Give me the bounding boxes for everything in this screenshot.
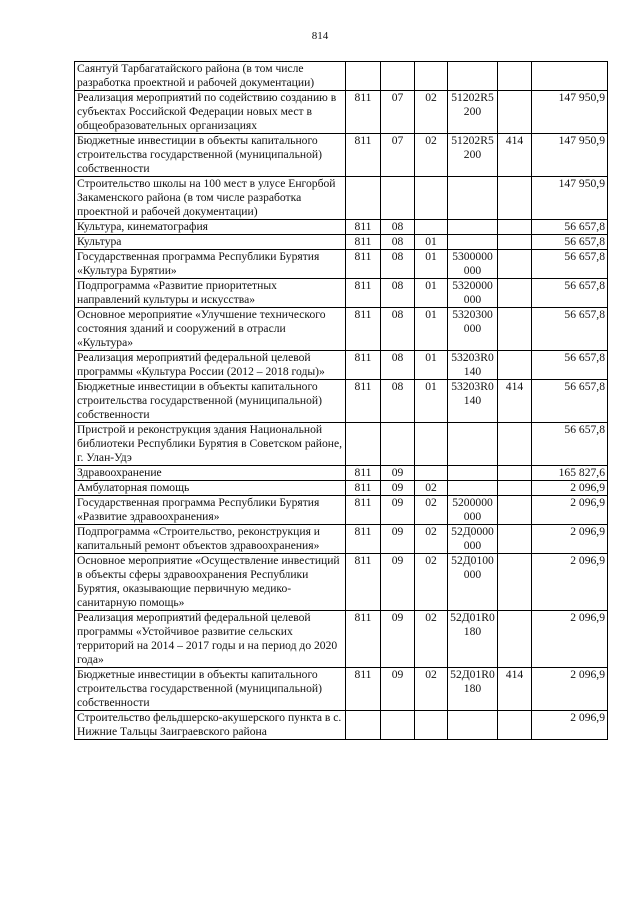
budget-table xyxy=(74,61,608,740)
row-section-code-cell xyxy=(381,177,415,220)
row-expense-type-cell xyxy=(498,466,532,481)
row-target-article-cell: 52Д01R0 180 xyxy=(448,611,498,668)
row-subsection-code-cell: 01 xyxy=(415,235,448,250)
row-expense-type-cell xyxy=(498,177,532,220)
row-expense-type-cell xyxy=(498,351,532,380)
row-ministry-code-cell: 811 xyxy=(346,496,381,525)
row-name-cell: Здравоохранение xyxy=(75,466,346,481)
row-section-code-cell: 08 xyxy=(381,308,415,351)
row-expense-type-cell xyxy=(498,423,532,466)
row-section-code-cell: 08 xyxy=(381,351,415,380)
row-expense-type-cell xyxy=(498,62,532,91)
table-row xyxy=(75,308,608,351)
row-name-cell: Строительство фельдшерско-акушерского пункта в с. Нижние Тальцы Заиграевского района xyxy=(75,711,346,740)
row-name-cell: Основное мероприятие «Улучшение технического состояния зданий и сооружений в отрасли «Культура» xyxy=(75,308,346,351)
row-section-code-cell xyxy=(381,423,415,466)
table-row xyxy=(75,611,608,668)
table-row xyxy=(75,496,608,525)
row-name-cell: Реализация мероприятий федеральной целевой программы «Культура России (2012 – 2018 годы)» xyxy=(75,351,346,380)
row-ministry-code-cell: 811 xyxy=(346,525,381,554)
row-name-cell: Бюджетные инвестиции в объекты капитального строительства государственной (муниципальной) собственности xyxy=(75,380,346,423)
row-subsection-code-cell: 02 xyxy=(415,134,448,177)
row-section-code-cell: 09 xyxy=(381,525,415,554)
row-target-article-cell: 52Д01R0 180 xyxy=(448,668,498,711)
row-target-article-cell xyxy=(448,466,498,481)
row-target-article-cell: 53203R0 140 xyxy=(448,351,498,380)
row-target-article-cell xyxy=(448,711,498,740)
table-row xyxy=(75,525,608,554)
table-row xyxy=(75,235,608,250)
row-subsection-code-cell: 02 xyxy=(415,91,448,134)
row-section-code-cell: 09 xyxy=(381,466,415,481)
row-section-code-cell: 08 xyxy=(381,235,415,250)
row-name-cell: Амбулаторная помощь xyxy=(75,481,346,496)
table-row xyxy=(75,91,608,134)
row-amount-cell: 56 657,8 xyxy=(532,423,608,466)
row-expense-type-cell: 414 xyxy=(498,134,532,177)
row-ministry-code-cell xyxy=(346,711,381,740)
row-expense-type-cell: 414 xyxy=(498,668,532,711)
row-expense-type-cell xyxy=(498,481,532,496)
row-target-article-cell: 53203R0 140 xyxy=(448,380,498,423)
row-subsection-code-cell: 02 xyxy=(415,668,448,711)
table-row xyxy=(75,711,608,740)
row-target-article-cell: 52Д0100 000 xyxy=(448,554,498,611)
row-amount-cell: 2 096,9 xyxy=(532,554,608,611)
row-ministry-code-cell: 811 xyxy=(346,466,381,481)
row-expense-type-cell xyxy=(498,525,532,554)
row-ministry-code-cell: 811 xyxy=(346,220,381,235)
row-expense-type-cell xyxy=(498,220,532,235)
table-row xyxy=(75,423,608,466)
row-section-code-cell: 09 xyxy=(381,554,415,611)
row-amount-cell: 2 096,9 xyxy=(532,711,608,740)
row-target-article-cell xyxy=(448,177,498,220)
row-amount-cell: 56 657,8 xyxy=(532,279,608,308)
row-target-article-cell: 51202R5 200 xyxy=(448,91,498,134)
row-expense-type-cell xyxy=(498,279,532,308)
row-amount-cell: 56 657,8 xyxy=(532,308,608,351)
budget-table-body xyxy=(75,62,608,740)
row-target-article-cell xyxy=(448,220,498,235)
row-amount-cell: 2 096,9 xyxy=(532,481,608,496)
row-target-article-cell xyxy=(448,481,498,496)
row-subsection-code-cell: 02 xyxy=(415,496,448,525)
row-target-article-cell: 5300000 000 xyxy=(448,250,498,279)
table-row xyxy=(75,134,608,177)
row-ministry-code-cell: 811 xyxy=(346,91,381,134)
row-name-cell: Реализация мероприятий федеральной целевой программы «Устойчивое развитие сельских территорий на 2014 – 2017 годы и на период до 2020 года» xyxy=(75,611,346,668)
row-ministry-code-cell: 811 xyxy=(346,380,381,423)
row-amount-cell: 56 657,8 xyxy=(532,351,608,380)
row-ministry-code-cell xyxy=(346,423,381,466)
row-section-code-cell: 09 xyxy=(381,481,415,496)
row-subsection-code-cell xyxy=(415,62,448,91)
row-subsection-code-cell: 02 xyxy=(415,525,448,554)
row-ministry-code-cell: 811 xyxy=(346,668,381,711)
row-subsection-code-cell: 02 xyxy=(415,611,448,668)
table-row xyxy=(75,466,608,481)
row-name-cell: Строительство школы на 100 мест в улусе Енгорбой Закаменского района (в том числе разработка проектной и рабочей документации) xyxy=(75,177,346,220)
table-row xyxy=(75,380,608,423)
row-subsection-code-cell xyxy=(415,466,448,481)
row-section-code-cell xyxy=(381,711,415,740)
row-target-article-cell: 52Д0000 000 xyxy=(448,525,498,554)
row-expense-type-cell xyxy=(498,250,532,279)
row-amount-cell: 56 657,8 xyxy=(532,380,608,423)
row-subsection-code-cell: 01 xyxy=(415,380,448,423)
row-ministry-code-cell: 811 xyxy=(346,554,381,611)
row-expense-type-cell xyxy=(498,496,532,525)
row-section-code-cell: 08 xyxy=(381,380,415,423)
row-amount-cell: 56 657,8 xyxy=(532,235,608,250)
row-amount-cell: 56 657,8 xyxy=(532,220,608,235)
row-ministry-code-cell: 811 xyxy=(346,308,381,351)
row-expense-type-cell xyxy=(498,308,532,351)
row-ministry-code-cell: 811 xyxy=(346,235,381,250)
table-row xyxy=(75,668,608,711)
row-subsection-code-cell xyxy=(415,177,448,220)
row-ministry-code-cell: 811 xyxy=(346,351,381,380)
row-name-cell: Реализация мероприятий по содействию созданию в субъектах Российской Федерации новых мест в общеобразовательных организациях xyxy=(75,91,346,134)
table-row xyxy=(75,554,608,611)
row-name-cell: Государственная программа Республики Бурятия «Культура Бурятии» xyxy=(75,250,346,279)
table-row xyxy=(75,177,608,220)
row-subsection-code-cell: 01 xyxy=(415,308,448,351)
row-amount-cell: 56 657,8 xyxy=(532,250,608,279)
row-expense-type-cell: 414 xyxy=(498,380,532,423)
table-row xyxy=(75,351,608,380)
row-subsection-code-cell: 02 xyxy=(415,481,448,496)
row-name-cell: Основное мероприятие «Осуществление инвестиций в объекты сферы здравоохранения Республики Бурятия, оказывающие первичную медико-санитарную помощь» xyxy=(75,554,346,611)
row-target-article-cell: 51202R5 200 xyxy=(448,134,498,177)
row-section-code-cell: 08 xyxy=(381,220,415,235)
row-amount-cell: 147 950,9 xyxy=(532,134,608,177)
row-subsection-code-cell xyxy=(415,423,448,466)
row-subsection-code-cell xyxy=(415,711,448,740)
row-amount-cell: 165 827,6 xyxy=(532,466,608,481)
row-name-cell: Подпрограмма «Строительство, реконструкция и капитальный ремонт объектов здравоохранения» xyxy=(75,525,346,554)
row-section-code-cell: 08 xyxy=(381,279,415,308)
row-section-code-cell: 09 xyxy=(381,496,415,525)
row-target-article-cell: 5320300 000 xyxy=(448,308,498,351)
row-amount-cell: 2 096,9 xyxy=(532,668,608,711)
row-section-code-cell: 09 xyxy=(381,668,415,711)
row-subsection-code-cell: 01 xyxy=(415,250,448,279)
row-name-cell: Культура, кинематография xyxy=(75,220,346,235)
row-amount-cell: 2 096,9 xyxy=(532,525,608,554)
row-ministry-code-cell: 811 xyxy=(346,611,381,668)
row-name-cell: Бюджетные инвестиции в объекты капитального строительства государственной (муниципальной) собственности xyxy=(75,668,346,711)
row-amount-cell: 2 096,9 xyxy=(532,496,608,525)
table-row xyxy=(75,62,608,91)
row-amount-cell: 147 950,9 xyxy=(532,91,608,134)
row-expense-type-cell xyxy=(498,91,532,134)
row-amount-cell: 147 950,9 xyxy=(532,177,608,220)
row-name-cell: Культура xyxy=(75,235,346,250)
row-name-cell: Саянтуй Тарбагатайского района (в том числе разработка проектной и рабочей документации) xyxy=(75,62,346,91)
row-ministry-code-cell xyxy=(346,62,381,91)
row-expense-type-cell xyxy=(498,554,532,611)
row-ministry-code-cell: 811 xyxy=(346,134,381,177)
row-name-cell: Бюджетные инвестиции в объекты капитального строительства государственной (муниципальной) собственности xyxy=(75,134,346,177)
table-row xyxy=(75,220,608,235)
row-section-code-cell: 09 xyxy=(381,611,415,668)
row-name-cell: Подпрограмма «Развитие приоритетных направлений культуры и искусства» xyxy=(75,279,346,308)
row-subsection-code-cell: 01 xyxy=(415,351,448,380)
row-amount-cell xyxy=(532,62,608,91)
row-subsection-code-cell: 02 xyxy=(415,554,448,611)
row-ministry-code-cell: 811 xyxy=(346,250,381,279)
row-subsection-code-cell xyxy=(415,220,448,235)
row-expense-type-cell xyxy=(498,611,532,668)
row-amount-cell: 2 096,9 xyxy=(532,611,608,668)
row-target-article-cell xyxy=(448,62,498,91)
page-number: 814 xyxy=(311,30,329,42)
row-section-code-cell: 07 xyxy=(381,134,415,177)
row-expense-type-cell xyxy=(498,235,532,250)
row-name-cell: Пристрой и реконструкция здания Национальной библиотеки Республики Бурятия в Советском районе, г. Улан-Удэ xyxy=(75,423,346,466)
row-target-article-cell: 5320000 000 xyxy=(448,279,498,308)
row-target-article-cell xyxy=(448,423,498,466)
row-ministry-code-cell: 811 xyxy=(346,279,381,308)
table-row xyxy=(75,481,608,496)
row-section-code-cell: 07 xyxy=(381,91,415,134)
table-row xyxy=(75,279,608,308)
row-subsection-code-cell: 01 xyxy=(415,279,448,308)
row-section-code-cell xyxy=(381,62,415,91)
row-name-cell: Государственная программа Республики Бурятия «Развитие здравоохранения» xyxy=(75,496,346,525)
row-section-code-cell: 08 xyxy=(381,250,415,279)
table-row xyxy=(75,250,608,279)
row-ministry-code-cell xyxy=(346,177,381,220)
row-target-article-cell: 5200000 000 xyxy=(448,496,498,525)
row-expense-type-cell xyxy=(498,711,532,740)
row-ministry-code-cell: 811 xyxy=(346,481,381,496)
row-target-article-cell xyxy=(448,235,498,250)
